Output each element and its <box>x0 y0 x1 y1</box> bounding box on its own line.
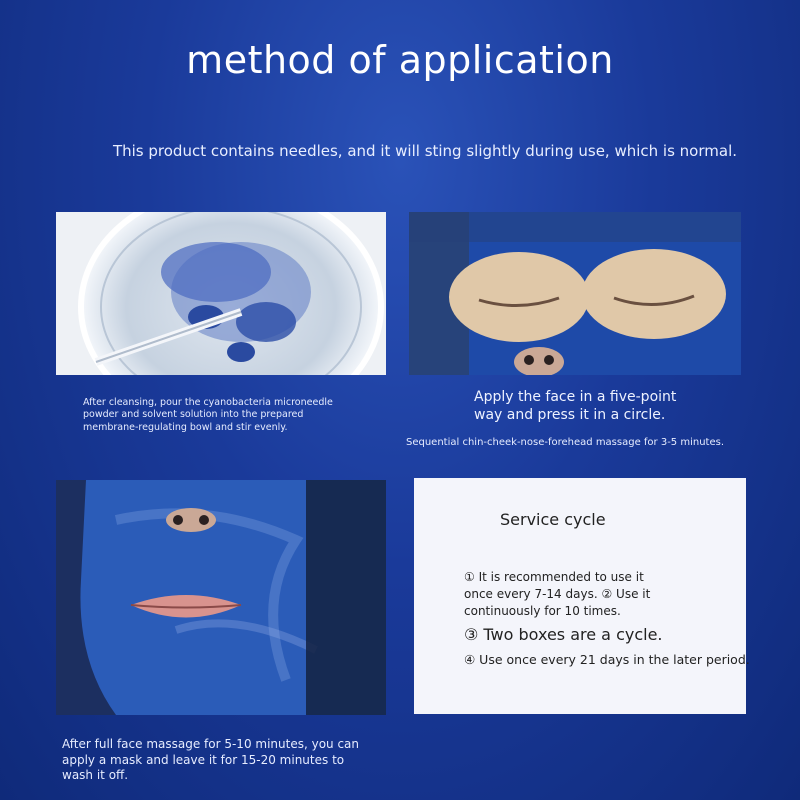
step2-caption-line: way and press it in a circle. <box>474 407 666 424</box>
face-blue-mask-lips-illustration <box>56 480 386 715</box>
bowl-with-blue-powder-illustration <box>56 212 386 375</box>
service-cycle-line: continuously for 10 times. <box>464 604 621 618</box>
face-eyes-photo <box>409 212 741 375</box>
step2-caption-line: Apply the face in a five-point <box>474 389 677 405</box>
service-cycle-line: ① It is recommended to use it <box>464 570 644 584</box>
service-cycle-line: ④ Use once every 21 days in the later period. <box>464 652 750 667</box>
warning-subtitle: This product contains needles, and it will sting slightly during use, which is normal. <box>112 142 738 160</box>
step2-note: Sequential chin-cheek-nose-forehead massage for 3-5 minutes. <box>406 437 725 448</box>
step1-caption-line: powder and solvent solution into the prepared <box>83 409 304 421</box>
step3-caption-line: wash it off. <box>62 768 129 783</box>
step1-caption-line: membrane-regulating bowl and stir evenly. <box>83 421 288 433</box>
step3-caption <box>62 737 382 784</box>
face-lips-photo <box>56 480 386 715</box>
step3-caption-line: apply a mask and leave it for 15-20 minutes to <box>62 752 345 767</box>
step2-caption <box>474 388 734 424</box>
service-cycle-line: ③ Two boxes are a cycle. <box>464 625 663 644</box>
step1-caption <box>83 397 383 434</box>
service-cycle-line: once every 7-14 days. ② Use it <box>464 587 651 601</box>
service-cycle-box <box>414 478 750 714</box>
step1-caption-line: After cleansing, pour the cyanobacteria microneedle <box>83 397 333 408</box>
service-cycle-title: Service cycle <box>500 510 606 529</box>
face-blue-mask-eyes-closed-illustration <box>409 212 741 375</box>
page-title: method of application <box>186 38 614 82</box>
bowl-photo <box>56 212 386 375</box>
step3-caption-line: After full face massage for 5-10 minutes, you can <box>62 737 360 751</box>
